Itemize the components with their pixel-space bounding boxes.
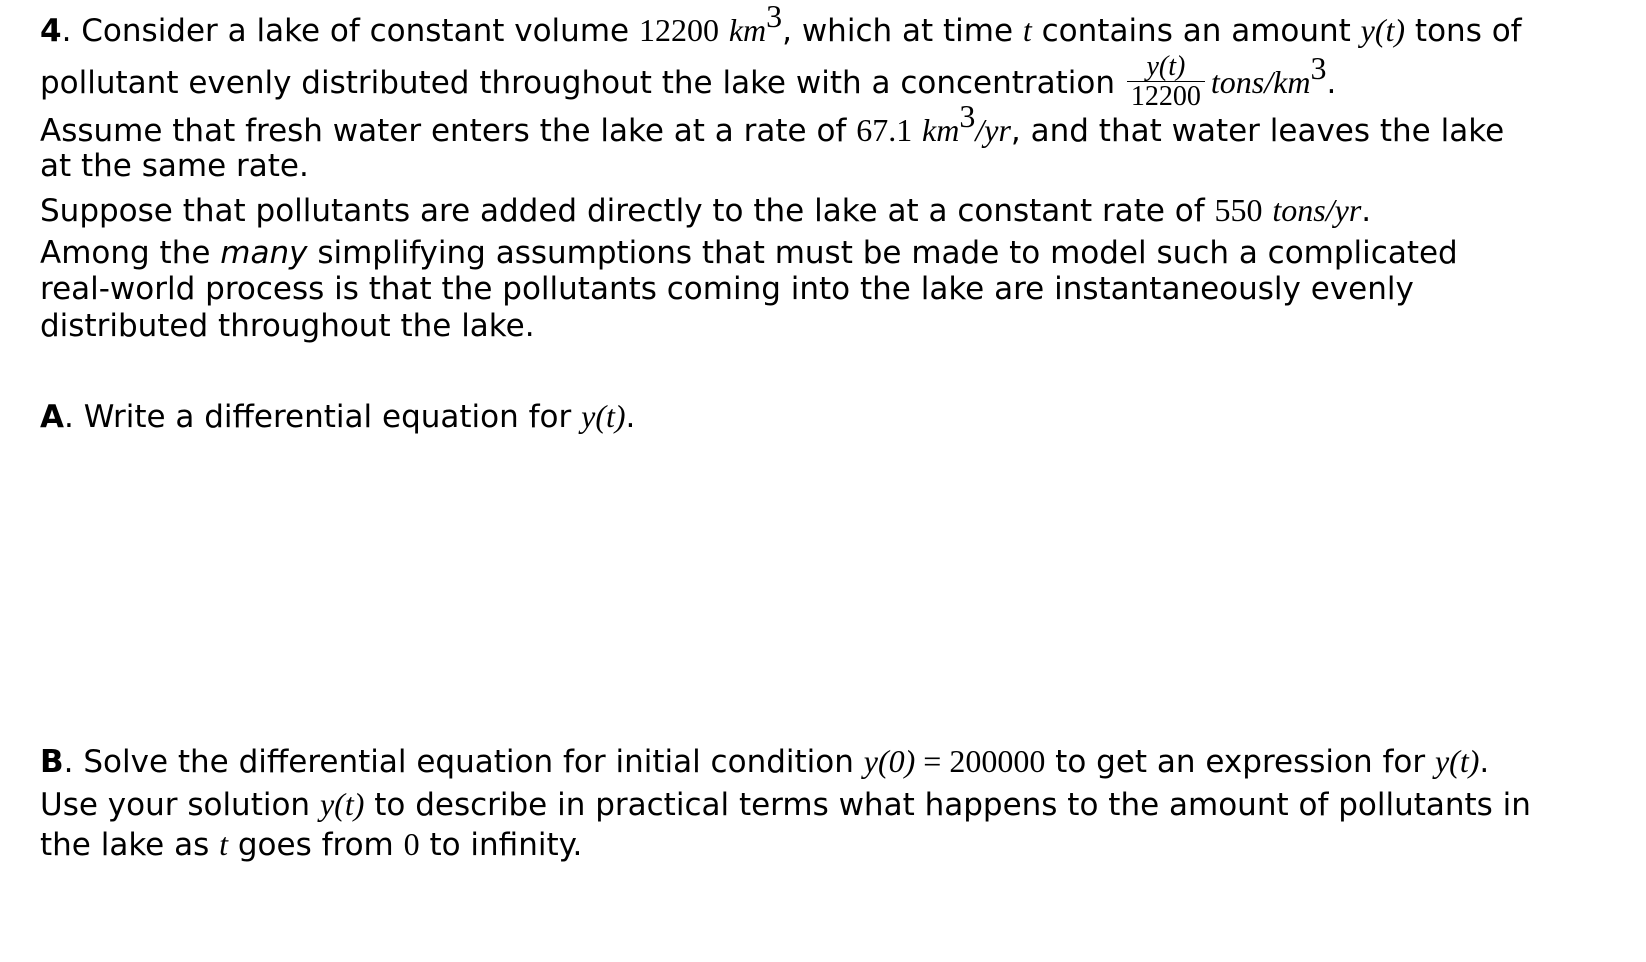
part-b-line-1: B. Solve the differential equation for initial condition y(0) = 200000 to get an expression for y(t). [40,743,1490,780]
problem-line-8: distributed throughout the lake. [40,308,535,344]
lake-volume: 12200 [638,12,719,48]
problem-number: 4 [40,13,62,49]
pollutant-rate: 550 [1214,192,1263,228]
inflow-rate: 67.1 [856,112,913,148]
part-a-prompt: A. Write a differential equation for y(t). [40,398,636,435]
problem-line-6: Among the many simplifying assumptions that must be made to model such a complicated [40,235,1458,271]
problem-line-5: Suppose that pollutants are added directly to the lake at a constant rate of 550 tons/yr. [40,192,1372,229]
problem-line-1: 4. Consider a lake of constant volume 12200 km3, which at time t contains an amount y(t) tons of [40,0,1522,49]
problem-line-7: real-world process is that the pollutants coming into the lake are instantaneously evenly [40,271,1414,307]
emphasis-many: many [220,235,308,271]
part-a-label: A [40,399,64,435]
part-b-line-3: the lake as t goes from 0 to infinity. [40,826,583,863]
part-b-label: B [40,744,64,780]
problem-line-2: pollutant evenly distributed throughout the lake with a concentration $\frac{y(t)}{12200}$ tons/km3. [40,50,1337,112]
initial-value: 200000 [949,743,1046,779]
part-b-line-2: Use your solution y(t) to describe in practical terms what happens to the amount of pollutants in [40,786,1531,823]
problem-line-4: at the same rate. [40,148,309,184]
problem-line-3: Assume that fresh water enters the lake at a rate of 67.1 km3/yr, and that water leaves the lake [40,98,1505,149]
concentration-fraction: $\frac{y(t)}{12200}$ [1127,55,1205,110]
